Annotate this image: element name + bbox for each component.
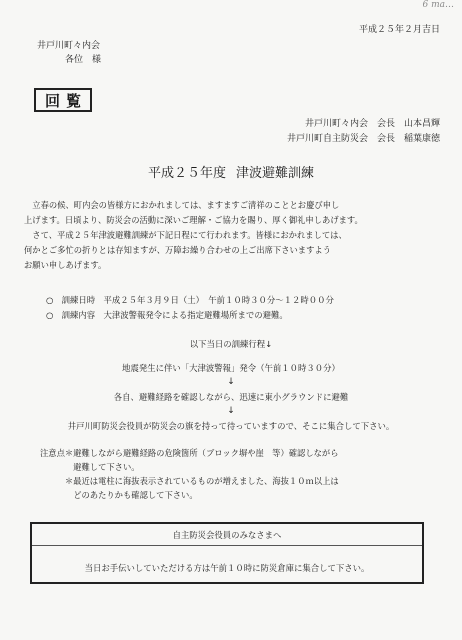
caution-notes <box>40 446 339 502</box>
drill-details <box>46 293 334 323</box>
greeting-line: 立春の候、町内会の皆様方におかれましては、ますますご清祥のこととお慶び申し <box>24 200 340 210</box>
caution-line: 注意点＊避難しながら避難経路の危険箇所（ブロック塀や崖 等）確認しながら <box>40 448 339 458</box>
issue-date: 平成２５年２月吉日 <box>358 25 440 35</box>
officer-notice-heading: 自主防災会役員のみなさまへ <box>172 530 282 540</box>
flow-step-2: 各自、避難経路を確認しながら、迅速に東小グラウンドに避難 <box>113 392 349 402</box>
recipient-addressee: 各位 様 <box>65 55 102 65</box>
title-name: 津波避難訓練 <box>236 166 315 181</box>
circulation-label: 回覧 <box>44 91 87 110</box>
greeting-line: 何かとご多忙の折りとは存知ますが、万障お繰り合わせの上ご出席下さいますよう <box>24 245 331 255</box>
flow-heading: 以下当日の訓練行程↓ <box>189 339 273 349</box>
recipient-org: 井戸川町々内会 <box>37 41 101 51</box>
greeting-paragraph <box>24 198 444 273</box>
flow-arrow-2: ↓ <box>227 406 235 416</box>
document-title <box>0 166 462 182</box>
caution-line: ＊最近は電柱に海抜表示されているものが増えました、海抜１０ｍ以上は <box>40 476 339 486</box>
drill-datetime: ○ 訓練日時 平成２５年３月９日（土） 午前１０時３０分～１２時００分 <box>46 295 334 305</box>
greeting-line: 上げます。日頃より、防災会の活動に深いご理解・ご協力を賜り、厚く御礼申しあげます。 <box>24 215 363 225</box>
greeting-line: お願い申しあげます。 <box>24 260 107 270</box>
flow-step-3: 井戸川町防災会役員が防災会の旗を持って待っていますので、そこに集合して下さい。 <box>67 421 395 431</box>
officer-notice-body: 当日お手伝いしていただける方は午前１０時に防災倉庫に集合して下さい。 <box>84 563 370 573</box>
sender-disaster-chairman: 井戸川町自主防災会 会長 稲葉康徳 <box>286 134 440 144</box>
handwritten-note: 6 ma… <box>422 0 454 10</box>
title-year: 平成２５年度 <box>147 166 226 181</box>
notice-divider <box>32 545 422 546</box>
sender-chairman: 井戸川町々内会 会長 山本昌輝 <box>304 119 440 129</box>
greeting-line: さて、平成２５年津波避難訓練が下記日程にて行われます。皆様におかれましては、 <box>24 230 347 240</box>
caution-line: 避難して下さい。 <box>40 462 140 472</box>
caution-line: どのあたりかも確認して下さい。 <box>40 490 198 500</box>
circulation-stamp <box>34 88 92 112</box>
drill-content: ○ 訓練内容 大津波警報発令による指定避難場所までの避難。 <box>46 310 288 320</box>
officer-notice-box <box>30 522 424 584</box>
flow-arrow-1: ↓ <box>227 377 235 387</box>
flow-step-1: 地震発生に伴い「大津波警報」発令（午前１０時３０分） <box>122 363 340 373</box>
